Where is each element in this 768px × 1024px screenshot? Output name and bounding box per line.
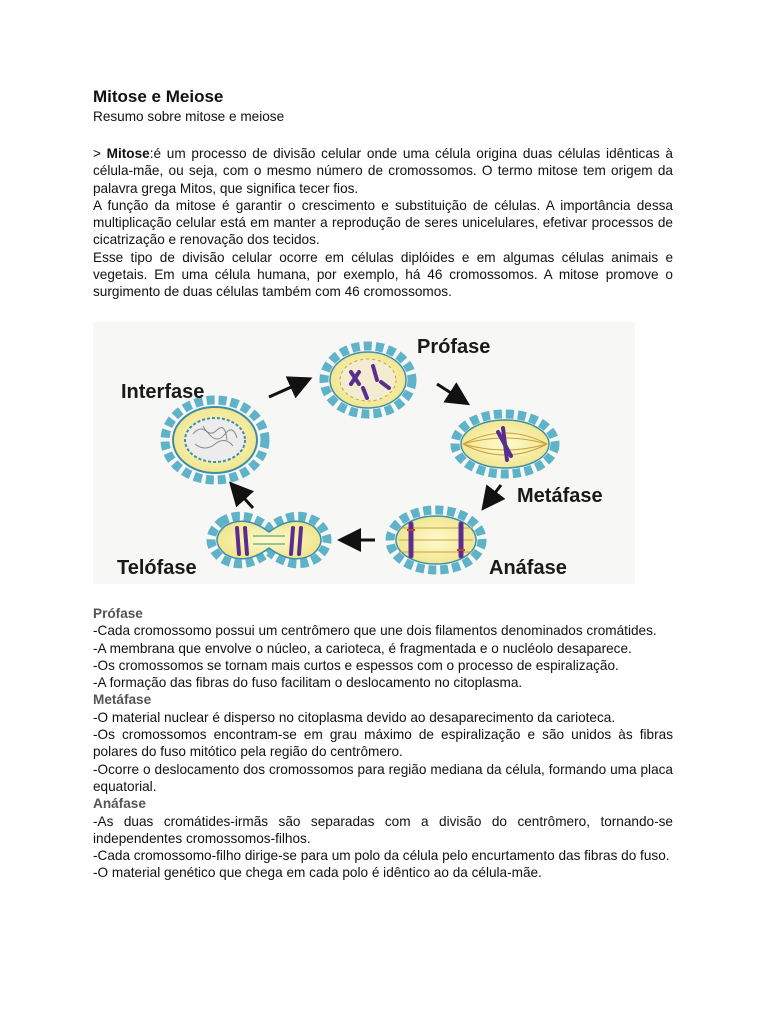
intro-paragraph-3: Esse tipo de divisão celular ocorre em células diplóides e em algumas células animais e vegetais. Em uma célula humana, por exemplo, há 46 cromossomos. A mitose promove o surgimento de duas células também com 46 cromossomos. <box>93 249 673 300</box>
label-interfase: Interfase <box>121 381 205 403</box>
document-subtitle: Resumo sobre mitose e meiose <box>93 109 285 124</box>
metafase-item: -Ocorre o deslocamento dos cromossomos para região mediana da célula, formando uma placa equatorial. <box>93 761 673 794</box>
mitosis-cycle-diagram <box>93 322 635 584</box>
profase-item: -Os cromossomos se tornam mais curtos e espessos com o processo de espiralização. <box>93 657 619 673</box>
intro-lead-prefix: > <box>93 146 107 161</box>
metafase-heading: Metáfase <box>93 692 152 708</box>
intro-paragraph-1-text: :é um processo de divisão celular onde uma célula origina duas células idênticas à célula-mãe, ou seja, com o mesmo número de cromossomos. O termo mitose tem origem da palavra grega Mitos, que significa tecer fios. <box>93 146 673 196</box>
anafase-item: -Cada cromossomo-filho dirige-se para um polo da célula pelo encurtamento das fibras do fuso. <box>93 848 670 864</box>
anafase-item: -O material genético que chega em cada polo é idêntico ao da célula-mãe. <box>93 865 542 881</box>
profase-heading: Prófase <box>93 606 143 621</box>
label-metafase: Metáfase <box>517 485 603 507</box>
intro-paragraph-2: A função da mitose é garantir o crescimento e substituição de células. A importância dessa multiplicação celular está em manter a reprodução de seres unicelulares, efetivar processos de cicatrização e renovação dos tecidos. <box>93 197 673 248</box>
profase-item: -A formação das fibras do fuso facilitam o deslocamento no citoplasma. <box>93 675 523 691</box>
label-telofase: Telófase <box>117 557 197 579</box>
label-profase: Prófase <box>417 336 491 358</box>
anafase-item: -As duas cromátides-irmãs são separadas com a divisão do centrômero, tornando-se independentes cromossomos-filhos. <box>93 813 673 846</box>
profase-item: -A membrana que envolve o núcleo, a carioteca, é fragmentada e o nucléolo desaparece. <box>93 640 632 656</box>
document-title: Mitose e Meiose <box>93 87 224 106</box>
mitosis-cycle-figure <box>93 322 635 584</box>
phases-section <box>93 605 673 882</box>
intro-paragraph-1 <box>93 145 673 197</box>
telofase-cell <box>211 516 327 564</box>
anafase-heading: Anáfase <box>93 796 146 812</box>
intro-section <box>93 145 673 301</box>
intro-lead-term: Mitose <box>106 146 150 161</box>
metafase-item: -Os cromossomos encontram-se em grau máximo de espiralização e são unidos às fibras polares do fuso mitótico pela região do centrômero. <box>93 727 673 760</box>
label-anafase: Anáfase <box>489 557 567 579</box>
metafase-item: -O material nuclear é disperso no citoplasma devido ao desaparecimento da carioteca. <box>93 709 616 725</box>
profase-item: -Cada cromossomo possui um centrômero que une dois filamentos denominados cromátides. <box>93 623 657 639</box>
